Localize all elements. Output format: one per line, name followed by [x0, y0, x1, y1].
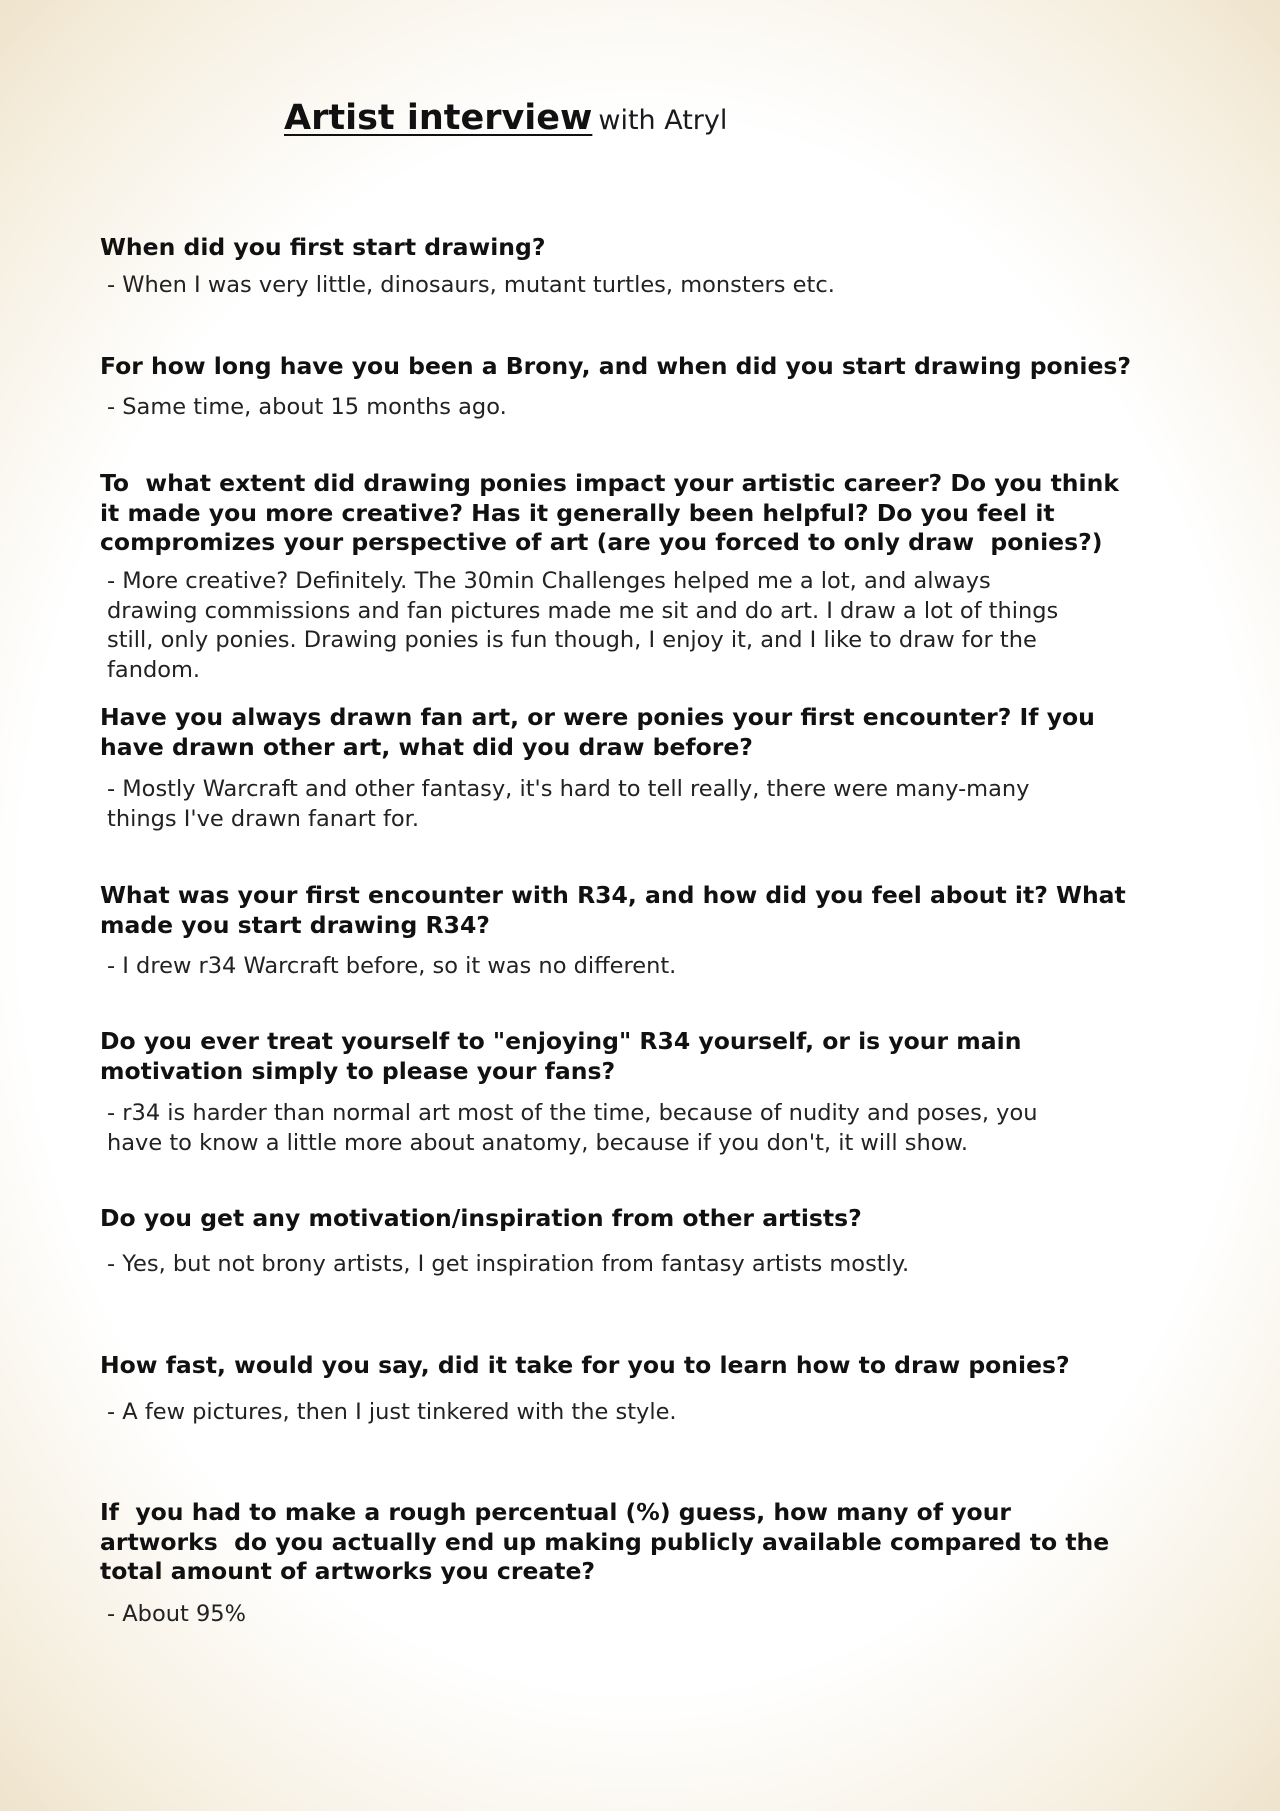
- answer-5: - I drew r34 Warcraft before, so it was no different.: [107, 953, 677, 979]
- title-main: Artist interview: [284, 98, 593, 138]
- answer-3: - More creative? Definitely. The 30min Challenges helped me a lot, and always drawing commissions and fan pictures made me sit and do art. I draw a lot of things still, only ponies. Drawing ponies is fun though, I enjoy it, and I like to draw for the fandom.: [107, 568, 1059, 683]
- question-1: When did you first start drawing?: [100, 233, 546, 261]
- question-7: Do you get any motivation/inspiration from other artists?: [100, 1204, 862, 1232]
- question-6: Do you ever treat yourself to "enjoying" R34 yourself, or is your main motivation simply to please your fans?: [100, 1027, 1022, 1085]
- document-title: [272, 98, 727, 138]
- answer-6: - r34 is harder than normal art most of the time, because of nudity and poses, you have to know a little more about anatomy, because if you don't, it will show.: [107, 1100, 1038, 1156]
- answer-8: - A few pictures, then I just tinkered with the style.: [107, 1399, 677, 1425]
- question-3: To what extent did drawing ponies impact your artistic career? Do you think it made you more creative? Has it generally been helpful? Do you feel it compromizes your perspective of art (are you forced to only draw ponies?): [100, 469, 1119, 556]
- question-2: For how long have you been a Brony, and when did you start drawing ponies?: [100, 352, 1132, 380]
- answer-4: - Mostly Warcraft and other fantasy, it's hard to tell really, there were many-many things I've drawn fanart for.: [107, 776, 1030, 832]
- question-9: If you had to make a rough percentual (%) guess, how many of your artworks do you actually end up making publicly available compared to the total amount of artworks you create?: [100, 1498, 1110, 1585]
- answer-2: - Same time, about 15 months ago.: [107, 394, 507, 420]
- question-8: How fast, would you say, did it take for you to learn how to draw ponies?: [100, 1351, 1070, 1379]
- answer-7: - Yes, but not brony artists, I get inspiration from fantasy artists mostly.: [107, 1251, 910, 1277]
- question-5: What was your first encounter with R34, and how did you feel about it? What made you start drawing R34?: [100, 881, 1126, 939]
- title-subtitle: with Atryl: [598, 105, 728, 136]
- answer-9: - About 95%: [107, 1601, 246, 1627]
- question-4: Have you always drawn fan art, or were ponies your first encounter? If you have drawn other art, what did you draw before?: [100, 703, 1095, 761]
- answer-1: - When I was very little, dinosaurs, mutant turtles, monsters etc.: [107, 272, 835, 298]
